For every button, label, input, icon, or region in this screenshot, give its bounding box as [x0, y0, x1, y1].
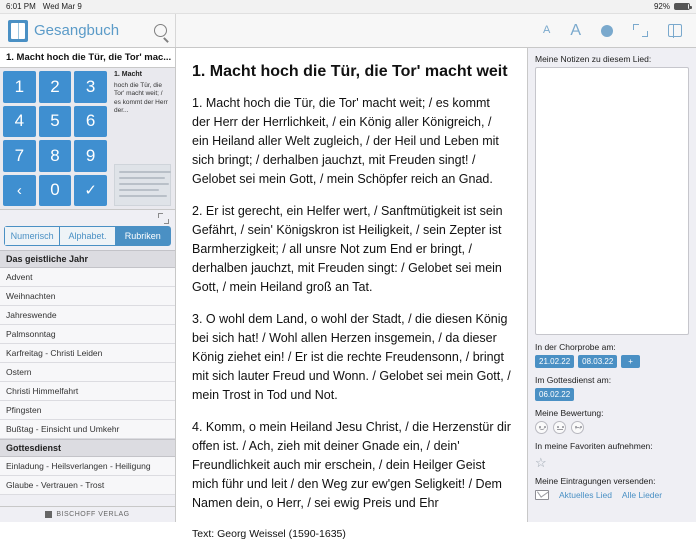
key-3[interactable]: 3 [74, 71, 107, 103]
preview-title: 1. Macht [114, 71, 143, 78]
rating-label: Meine Bewertung: [535, 408, 604, 418]
service-section [535, 375, 689, 401]
status-bar-right [654, 2, 690, 11]
song-verse: 3. O wohl dem Land, o wohl der Stadt, / die diesen König bei sich hat! / Wohl allen Herzen insgemein, / da dieser König ziehet ein! / Er ist die rechte Freudensonn, / bringt mit sich lauter Freud und Wonn. / Gelobet sei mein Gott, / mein Trost in Tod und Not. [192, 312, 511, 402]
smiley-neutral-icon[interactable] [553, 421, 566, 434]
key-2[interactable]: 2 [39, 71, 72, 103]
service-date-chips [535, 388, 689, 401]
list-item[interactable]: Christi Himmelfahrt [0, 382, 175, 401]
rating-smileys [535, 421, 689, 434]
choir-label: In der Chorprobe am: [535, 342, 616, 352]
song-number-field[interactable]: 1. Macht hoch die Tür, die Tor' mac... [0, 48, 175, 68]
envelope-icon[interactable] [535, 490, 549, 500]
list-item[interactable]: Karfreitag - Christi Leiden [0, 344, 175, 363]
main-body [0, 48, 696, 540]
status-time: 6:01 PM [6, 2, 36, 11]
send-label: Meine Eintragungen versenden: [535, 476, 656, 486]
book-icon [8, 20, 28, 42]
preview-text: hoch die Tür, die Tor' macht weit; / es kommt der Herr der... [114, 81, 168, 115]
index-mode-segmented-control [4, 226, 171, 246]
smiley-sad-icon[interactable] [571, 421, 584, 434]
tab-alphabetisch[interactable]: Alphabet. [60, 227, 115, 245]
brightness-icon[interactable] [601, 25, 613, 37]
key-4[interactable]: 4 [3, 106, 36, 138]
toolbar-left [0, 14, 176, 47]
list-item[interactable]: Jahreswende [0, 306, 175, 325]
app-title: Gesangbuch [34, 22, 120, 39]
expand-icon[interactable] [158, 213, 169, 224]
list-item[interactable]: Glaube - Vertrauen - Trost [0, 476, 175, 495]
rubriken-list[interactable] [0, 250, 175, 522]
service-date-chip[interactable]: 06.02.22 [535, 388, 574, 401]
list-section-header: Gottesdienst [0, 439, 175, 457]
song-preview[interactable] [110, 68, 175, 209]
preview-thumbnail [114, 164, 171, 206]
tab-rubriken[interactable]: Rubriken [116, 227, 170, 245]
song-verse: 1. Macht hoch die Tür, die Tor' macht weit; / es kommt der Herr der Herrlichkeit, / ein König aller Königreich, / ein Heiland aller Welt zugleich, / der Heil und Leben mit sich bringt; / derhalben jauchzt, mit Freuden singt! / Gelobet sei mein Gott, / mein Schöpfer reich an Gnad. [192, 96, 499, 186]
key-1[interactable]: 1 [3, 71, 36, 103]
layout-columns-icon[interactable] [668, 24, 682, 37]
toolbar-right [176, 14, 696, 47]
key-confirm[interactable]: ✓ [74, 175, 107, 207]
toolbar [0, 14, 696, 48]
battery-percent: 92% [653, 2, 670, 11]
favorites-section [535, 441, 689, 469]
send-current-song-link[interactable]: Aktuelles Lied [559, 490, 612, 500]
send-links-row [535, 490, 689, 500]
add-choir-date-button[interactable]: + [621, 355, 640, 368]
font-increase-button[interactable]: A [570, 21, 581, 39]
list-item[interactable]: Advent [0, 268, 175, 287]
key-9[interactable]: 9 [74, 140, 107, 172]
choir-section [535, 342, 689, 368]
send-all-songs-link[interactable]: Alle Lieder [621, 490, 663, 500]
list-item[interactable]: Pfingsten [0, 401, 175, 420]
song-title: 1. Macht hoch die Tür, die Tor' macht weit [192, 63, 508, 80]
font-decrease-button[interactable]: A [542, 24, 551, 36]
left-sidebar [0, 48, 176, 522]
key-5[interactable]: 5 [39, 106, 72, 138]
key-backspace[interactable]: ‹ [3, 175, 36, 207]
list-item[interactable]: Einladung - Heilsverlangen - Heiligung [0, 457, 175, 476]
rating-section [535, 408, 689, 434]
song-credit: Text: Georg Weissel (1590-1635) [192, 528, 346, 540]
notes-textarea[interactable] [535, 67, 689, 335]
status-date: Wed Mar 9 [42, 2, 82, 11]
key-7[interactable]: 7 [3, 140, 36, 172]
list-item[interactable]: Palmsonntag [0, 325, 175, 344]
numeric-keypad [0, 68, 110, 209]
right-sidebar [528, 48, 696, 522]
publisher-logo-icon [45, 511, 52, 518]
send-section [535, 476, 689, 500]
smiley-happy-icon[interactable] [535, 421, 548, 434]
search-icon[interactable] [154, 24, 167, 37]
publisher-name: BISCHOFF VERLAG [56, 511, 130, 518]
fullscreen-icon[interactable] [633, 24, 648, 37]
song-verse: 4. Komm, o mein Heiland Jesu Christ, / die Herzenstür dir offen ist. / Ach, zieh mit deiner Gnade ein, / dein' Freundlichkeit auch mir erschein, / dein Heilger Geist mich führ und leit / den Weg zur ew'gen Seligkeit! / Dem Namen dein, o Herr, / sei ewig Preis und Ehr [192, 420, 511, 510]
service-label: Im Gottesdienst am: [535, 375, 612, 385]
key-0[interactable]: 0 [39, 175, 72, 207]
notes-label: Meine Notizen zu diesem Lied: [535, 54, 652, 64]
song-verse: 2. Er ist gerecht, ein Helfer wert, / Sanftmütigkeit ist sein Gefährt, / sein' Königskron ist Heiligkeit, / sein Zepter ist Barmherzigkeit; / all unsre Not zum End er bringt, / derhalben jauchzt, mit Freuden singt: / Gelobet sei mein Gott, / mein Heiland groß an Tat. [192, 204, 503, 294]
list-section-header: Das geistliche Jahr [0, 250, 175, 268]
status-bar-left [6, 2, 82, 11]
list-item[interactable]: Weihnachten [0, 287, 175, 306]
choir-date-chip[interactable]: 21.02.22 [535, 355, 574, 368]
choir-date-chip[interactable]: 08.03.22 [578, 355, 617, 368]
favorite-star-icon[interactable]: ☆ [535, 455, 547, 470]
battery-icon [674, 3, 690, 10]
key-8[interactable]: 8 [39, 140, 72, 172]
keypad-area [0, 68, 175, 210]
choir-date-chips [535, 355, 689, 368]
tab-numerisch[interactable]: Numerisch [5, 227, 60, 245]
key-6[interactable]: 6 [74, 106, 107, 138]
status-bar [0, 0, 696, 14]
favorites-label: In meine Favoriten aufnehmen: [535, 441, 653, 451]
preview-expand-row [0, 210, 175, 226]
song-content-pane [176, 48, 528, 540]
list-item[interactable]: Ostern [0, 363, 175, 382]
publisher-footer [0, 506, 176, 522]
list-item[interactable]: Bußtag - Einsicht und Umkehr [0, 420, 175, 439]
